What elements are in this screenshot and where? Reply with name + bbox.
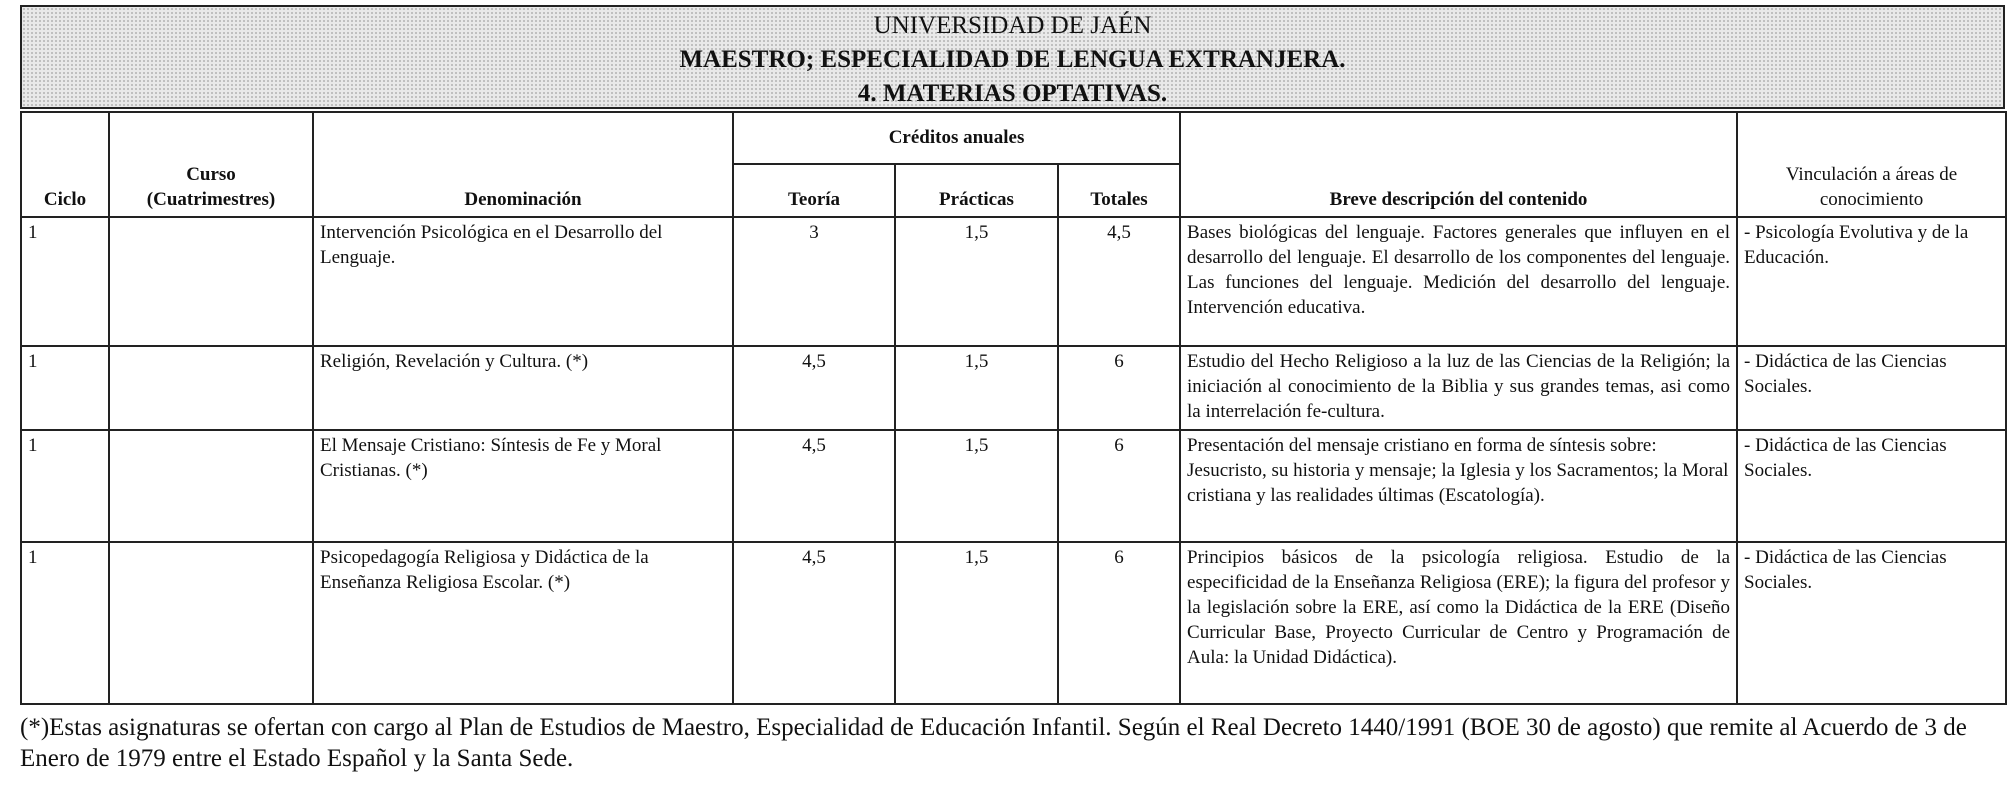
col-header-practicas: Prácticas [895,164,1058,217]
cell-teoria: 4,5 [733,346,895,430]
cell-curso [109,430,313,542]
document-header [20,5,2005,109]
table-row [21,430,2006,542]
col-header-curso: Curso (Cuatrimestres) [109,112,313,217]
col-header-denominacion: Denominación [313,112,733,217]
footnote: (*)Estas asignaturas se ofertan con cargo al Plan de Estudios de Maestro, Especialidad de Educación Infantil. Según el Real Decreto 1440/1991 (BOE 30 de agosto) que remite al Acuerdo de 3 de Enero de 1979 entre el Estado Español y la Santa Sede. [20,714,1967,772]
cell-teoria: 4,5 [733,542,895,704]
cell-ciclo: 1 [21,430,109,542]
col-header-teoria: Teoría [733,164,895,217]
university-title: UNIVERSIDAD DE JAÉN [873,12,1152,39]
col-header-descripcion: Breve descripción del contenido [1180,112,1737,217]
cell-curso [109,217,313,346]
cell-denominacion: Religión, Revelación y Cultura. (*) [313,346,733,430]
cell-vinculacion: - Didáctica de las Ciencias Sociales. [1737,346,2006,430]
cell-denominacion: Psicopedagogía Religiosa y Didáctica de la Enseñanza Religiosa Escolar. (*) [313,542,733,704]
degree-title: MAESTRO; ESPECIALIDAD DE LENGUA EXTRANJERA. [679,46,1346,73]
cell-totales: 6 [1058,346,1180,430]
cell-ciclo: 1 [21,346,109,430]
cell-curso [109,542,313,704]
cell-descripcion: Estudio del Hecho Religioso a la luz de las Ciencias de la Religión; la iniciación al conocimiento de la Biblia y sus grandes temas, asi como la interrelación fe-cultura. [1180,346,1737,430]
cell-descripcion: Principios básicos de la psicología religiosa. Estudio de la especificidad de la Enseñanza Religiosa (ERE); la figura del profesor y la legislación sobre la ERE, así como la Didáctica de la ERE (Diseño Curricular Base, Proyecto Curricular de Centro y Programación de Aula: la Unidad Didáctica). [1180,542,1737,704]
cell-vinculacion: - Didáctica de las Ciencias Sociales. [1737,542,2006,704]
cell-practicas: 1,5 [895,217,1058,346]
cell-practicas: 1,5 [895,430,1058,542]
cell-denominacion: Intervención Psicológica en el Desarrollo del Lenguaje. [313,217,733,346]
subjects-table [20,111,2007,705]
cell-practicas: 1,5 [895,542,1058,704]
cell-teoria: 3 [733,217,895,346]
section-title: 4. MATERIAS OPTATIVAS. [857,80,1168,107]
cell-denominacion: El Mensaje Cristiano: Síntesis de Fe y Moral Cristianas. (*) [313,430,733,542]
cell-practicas: 1,5 [895,346,1058,430]
col-header-vinculacion: Vinculación a áreas de conocimiento [1737,112,2006,217]
cell-curso [109,346,313,430]
cell-ciclo: 1 [21,217,109,346]
col-header-totales: Totales [1058,164,1180,217]
cell-totales: 6 [1058,542,1180,704]
cell-descripcion: Presentación del mensaje cristiano en forma de síntesis sobre: Jesucristo, su historia y mensaje; la Iglesia y los Sacramentos; la Moral cristiana y las realidades últimas (Escatología). [1180,430,1737,542]
cell-vinculacion: - Psicología Evolutiva y de la Educación. [1737,217,2006,346]
table-row [21,542,2006,704]
col-header-ciclo: Ciclo [21,112,109,217]
cell-ciclo: 1 [21,542,109,704]
cell-teoria: 4,5 [733,430,895,542]
cell-totales: 6 [1058,430,1180,542]
cell-totales: 4,5 [1058,217,1180,346]
table-row [21,346,2006,430]
cell-descripcion: Bases biológicas del lenguaje. Factores generales que influyen en el desarrollo del lenguaje. El desarrollo de los componentes del lenguaje. Las funciones del lenguaje. Medición del desarrollo del lenguaje. Intervención educativa. [1180,217,1737,346]
table-row [21,217,2006,346]
cell-vinculacion: - Didáctica de las Ciencias Sociales. [1737,430,2006,542]
col-header-creditos: Créditos anuales [733,112,1180,164]
